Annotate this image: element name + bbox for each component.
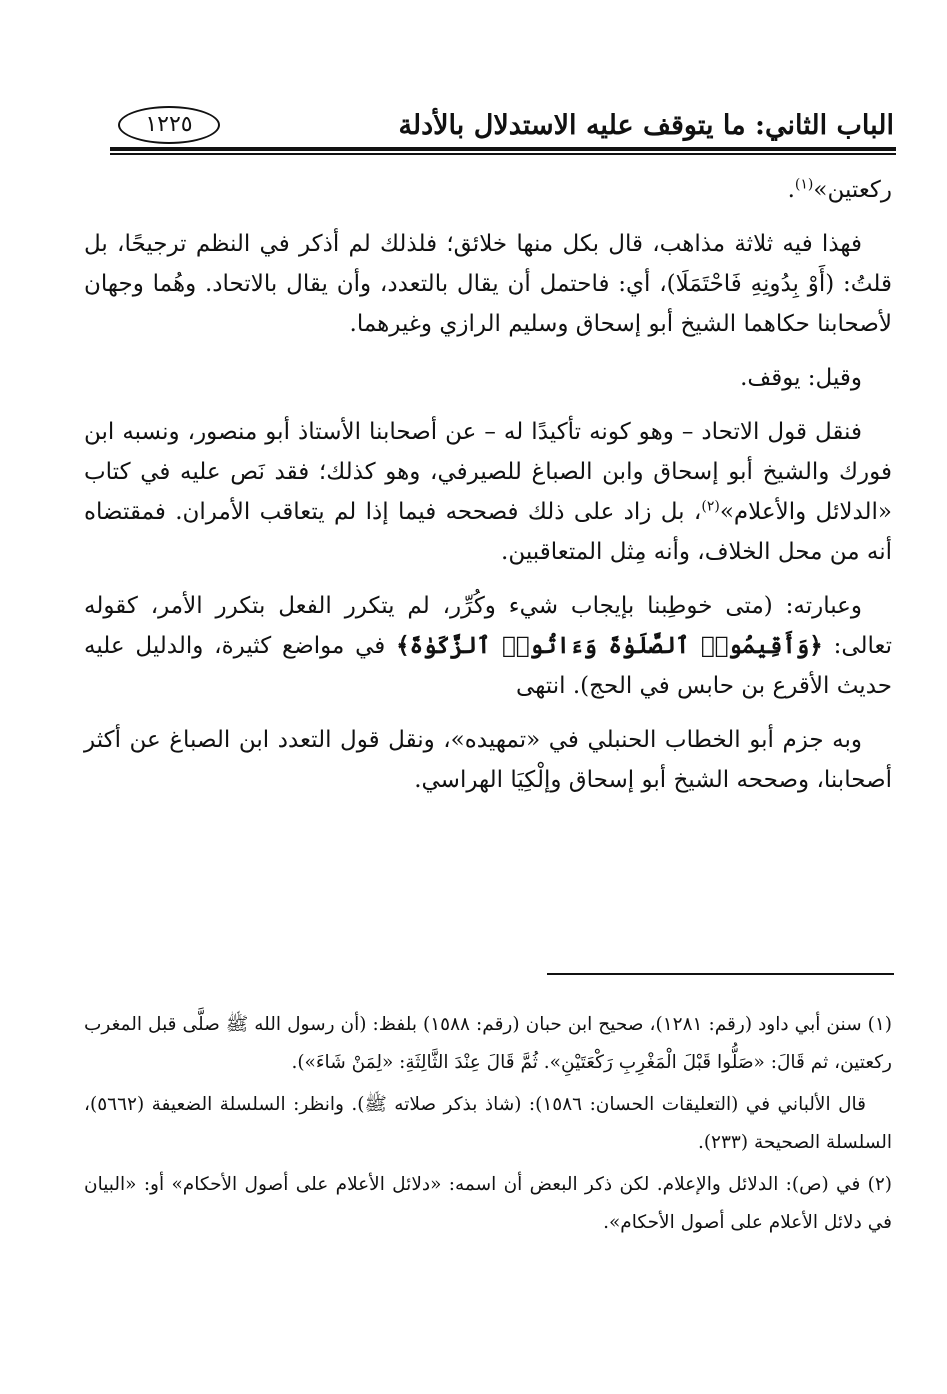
paragraph-1 bbox=[84, 170, 892, 210]
paragraph-3: وقيل: يوقف. bbox=[740, 365, 862, 391]
paragraph-4 bbox=[84, 412, 892, 572]
poem-quote: أَوْ بِدُونِهِ فَاحْتَمَلَا bbox=[675, 271, 826, 297]
paragraph-5 bbox=[84, 586, 892, 706]
paragraph-5-text-a: وعبارته: (متى خوطِبنا بإيجاب شيء وكُرِّر، لم يتكرر الفعل بتكرر الأمر، كقوله تعالى: bbox=[84, 593, 893, 659]
header-rule-thick bbox=[110, 147, 896, 151]
paragraph-2 bbox=[84, 224, 892, 344]
quran-verse: ﴿وَأَقِيمُوا۟ ٱلصَّلَوٰةَ وَءَاتُوا۟ ٱلزَّكَوٰةَ﴾ bbox=[396, 632, 823, 659]
footnotes bbox=[84, 1006, 892, 1246]
main-text bbox=[84, 170, 892, 814]
footnote-1: (١) سنن أبي داود (رقم: ١٢٨١)، صحيح ابن حبان (رقم: ١٥٨٨) بلفظ: (أن رسول الله ﷺ صلَّى قبل المغرب ركعتين، ثم قَالَ: «صَلُّوا قَبْلَ الْمَغْرِبِ رَكْعَتَيْنِ». ثُمَّ قَالَ عِنْدَ الثَّالِثَةِ: «لِمَنْ شَاءَ»). bbox=[84, 1014, 892, 1073]
header-rule-thin bbox=[110, 153, 896, 155]
paragraph-1-text: ركعتين» bbox=[813, 177, 892, 203]
paragraph-4-text-a: فنقل قول الاتحاد – وهو كونه تأكيدًا له – عن أصحابنا الأستاذ أبو منصور، ونسبه ابن فورك والشيخ أبو إسحاق وابن الصباغ للصيرفي، وهو كذلك؛ فقد نَص عليه في كتاب «الدلائل والأعلام» bbox=[84, 419, 892, 525]
page-title: الباب الثاني: ما يتوقف عليه الاستدلال بالأدلة bbox=[398, 110, 894, 141]
paragraph-2-text-a: فهذا فيه ثلاثة مذاهب، قال بكل منها خلائق؛ فلذلك لم أذكر في النظم ترجيحًا، بل قلتُ: ( bbox=[84, 231, 892, 297]
footnote-ref-2: (٢) bbox=[701, 498, 720, 515]
footnote-divider bbox=[547, 973, 894, 975]
paragraph-5-text-b: في مواضع كثيرة، والدليل عليه حديث الأقرع بن حابس في الحج). انتهى bbox=[84, 633, 892, 699]
paragraph-1-end: . bbox=[787, 177, 795, 203]
footnote-1-continued: قال الألباني في (التعليقات الحسان: ١٥٨٦): (شاذ بذكر صلاته ﷺ). وانظر: السلسلة الضعيفة (٥٦٦٢)، السلسلة الصحيحة (٢٣٣). bbox=[84, 1094, 892, 1153]
footnote-2: (٢) في (ص): الدلائل والإعلام. لكن ذكر البعض أن اسمه: «دلائل الأعلام على أصول الأحكام» أو: «البيان في دلائل الأعلام على أصول الأحكام». bbox=[84, 1174, 892, 1233]
paragraph-2-text-b: )، أي: فاحتمل أن يقال بالتعدد، وأن يقال بالاتحاد. وهُما وجهان لأصحابنا حكاهما الشيخ أبو إسحاق وسليم الرازي وغيرهما. bbox=[84, 271, 892, 337]
page-header bbox=[112, 104, 894, 150]
paragraph-4-text-b: ، بل زاد على ذلك فصححه فيما إذا لم يتعاقب الأمران. فمقتضاه أنه من محل الخلاف، وأنه مِثل المتعاقبين. bbox=[84, 499, 892, 565]
page-number: ١٢٢٥ bbox=[118, 106, 220, 144]
footnote-ref-1: (١) bbox=[794, 176, 814, 193]
paragraph-6: وبه جزم أبو الخطاب الحنبلي في «تمهيده»، ونقل قول التعدد ابن الصباغ عن أكثر أصحابنا، وصححه الشيخ أبو إسحاق وإلْكِيَا الهراسي. bbox=[84, 727, 892, 793]
